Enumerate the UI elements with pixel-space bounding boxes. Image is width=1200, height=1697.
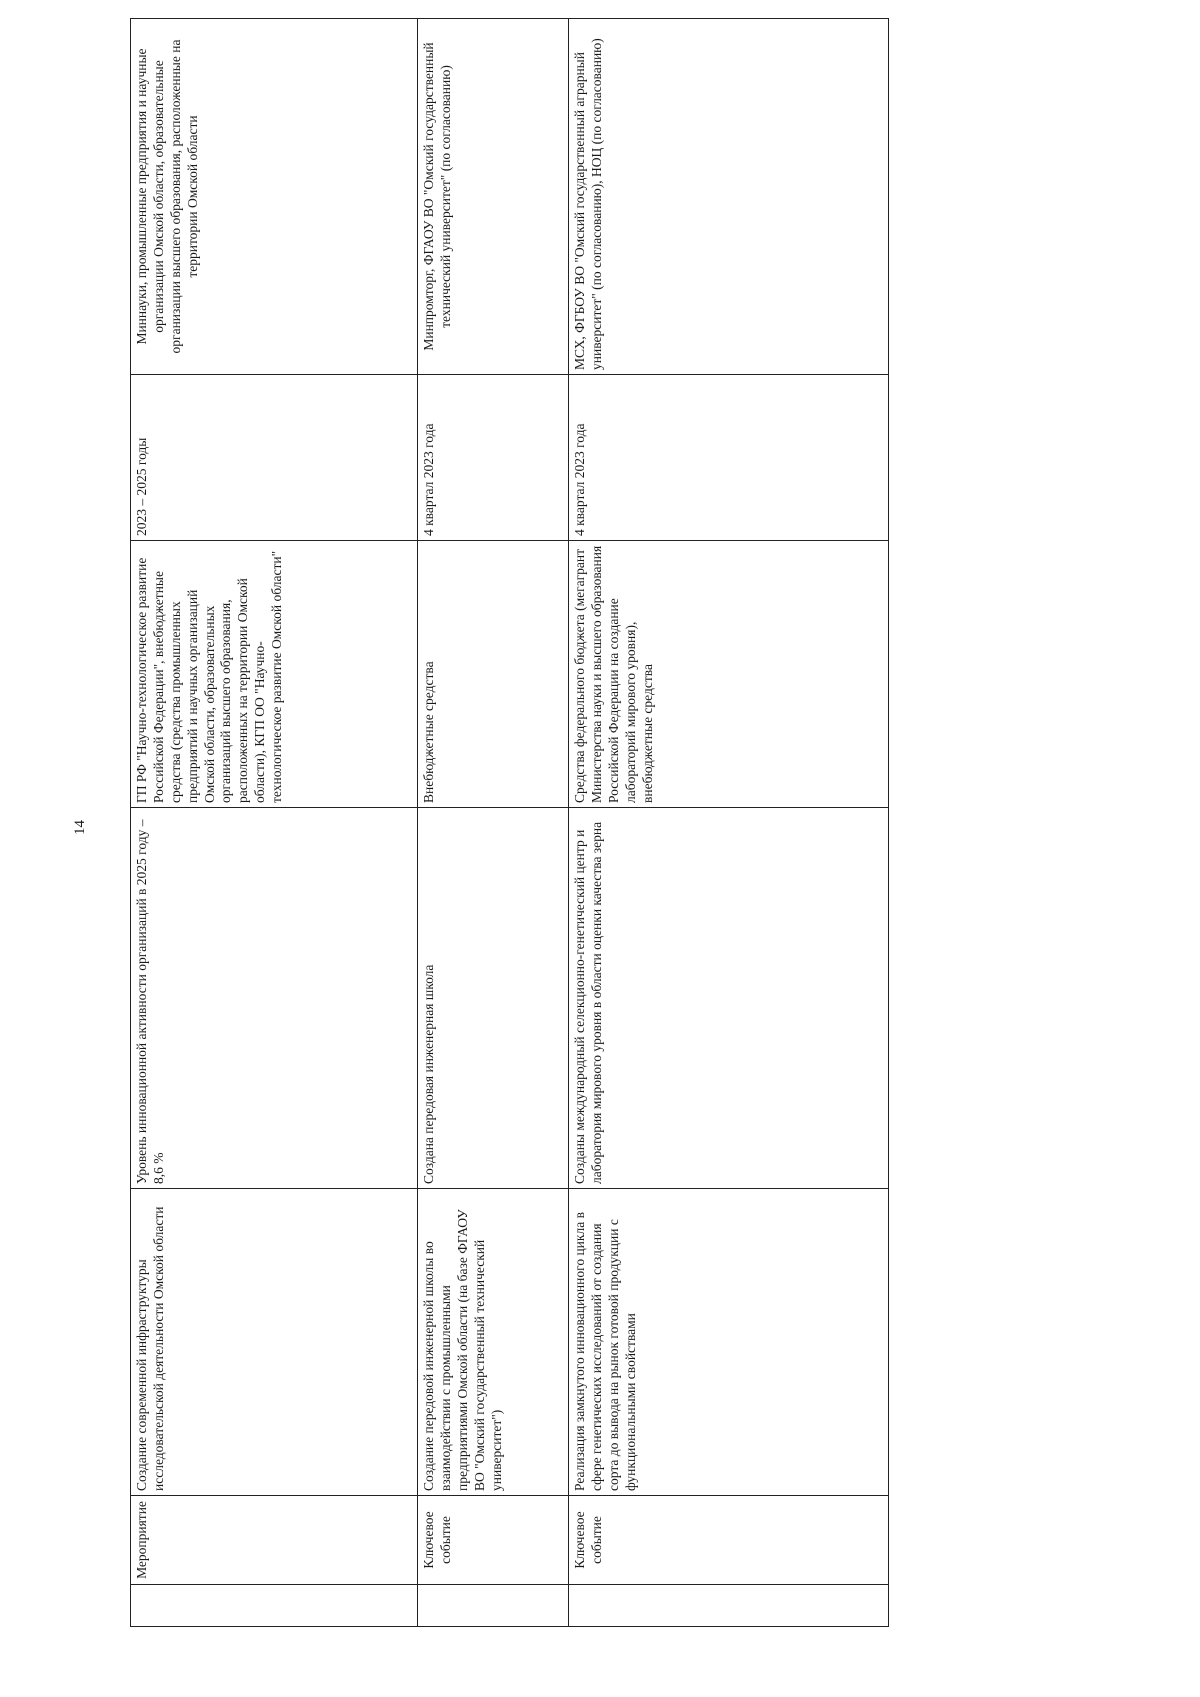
activity-name-cell: Реализация замкнутого инновационного цикла в сфере генетических исследований от создания сорта до вывода на рынок готовой продукции с функциональными свойствами [569, 1189, 889, 1496]
activity-name-cell: Создание передовой инженерной школы во взаимодействии с промышленными предприятиями Омской области (на базе ФГАОУ ВО "Омский государственный технический университет") [418, 1189, 569, 1496]
executor-cell: МСХ, ФГБОУ ВО "Омский государственный аграрный университет" (по согласованию), НОЦ (по согласованию) [569, 19, 889, 375]
schedule-table [130, 18, 889, 1627]
result-cell: Создана передовая инженерная школа [418, 808, 569, 1189]
page-number: 14 [72, 820, 88, 835]
result-cell: Созданы международный селекционно-генетический центр и лаборатория мирового уровня в области оценки качества зерна [569, 808, 889, 1189]
table-row [569, 19, 889, 1627]
row-number-cell [131, 1585, 418, 1627]
funding-source-cell: Внебюджетные средства [418, 541, 569, 808]
term-cell: 4 квартал 2023 года [418, 375, 569, 541]
schedule-table-container [130, 38, 888, 1627]
term-cell: 2023 – 2025 годы [131, 375, 418, 541]
row-type-cell: Мероприятие [131, 1496, 418, 1585]
table-row [418, 19, 569, 1627]
row-type-cell: Ключевое событие [569, 1496, 889, 1585]
row-number-cell [569, 1585, 889, 1627]
table-row [131, 19, 418, 1627]
activity-name-cell: Создание современной инфраструктуры исследовательской деятельности Омской области [131, 1189, 418, 1496]
term-cell: 4 квартал 2023 года [569, 375, 889, 541]
row-number-cell [418, 1585, 569, 1627]
executor-cell: Минпромторг, ФГАОУ ВО "Омский государственный технический университет" (по согласованию) [418, 19, 569, 375]
funding-source-cell: Средства федерального бюджета (мегагрант Министерства науки и высшего образования Российской Федерации на создание лабораторий мирового уровня), внебюджетные средства [569, 541, 889, 808]
funding-source-cell: ГП РФ "Научно-технологическое развитие Российской Федерации", внебюджетные средства (средства промышленных предприятий и научных организаций Омской области, образовательных организаций высшего образования, расположенных на территории Омской области), КГП ОО "Научно-технологическое развитие Омской области" [131, 541, 418, 808]
result-cell: Уровень инновационной активности организаций в 2025 году – 8,6 % [131, 808, 418, 1189]
executor-cell: Миннауки, промышленные предприятия и научные организации Омской области, образовательные организации высшего образования, расположенные на территории Омской области [131, 19, 418, 375]
row-type-cell: Ключевое событие [418, 1496, 569, 1585]
